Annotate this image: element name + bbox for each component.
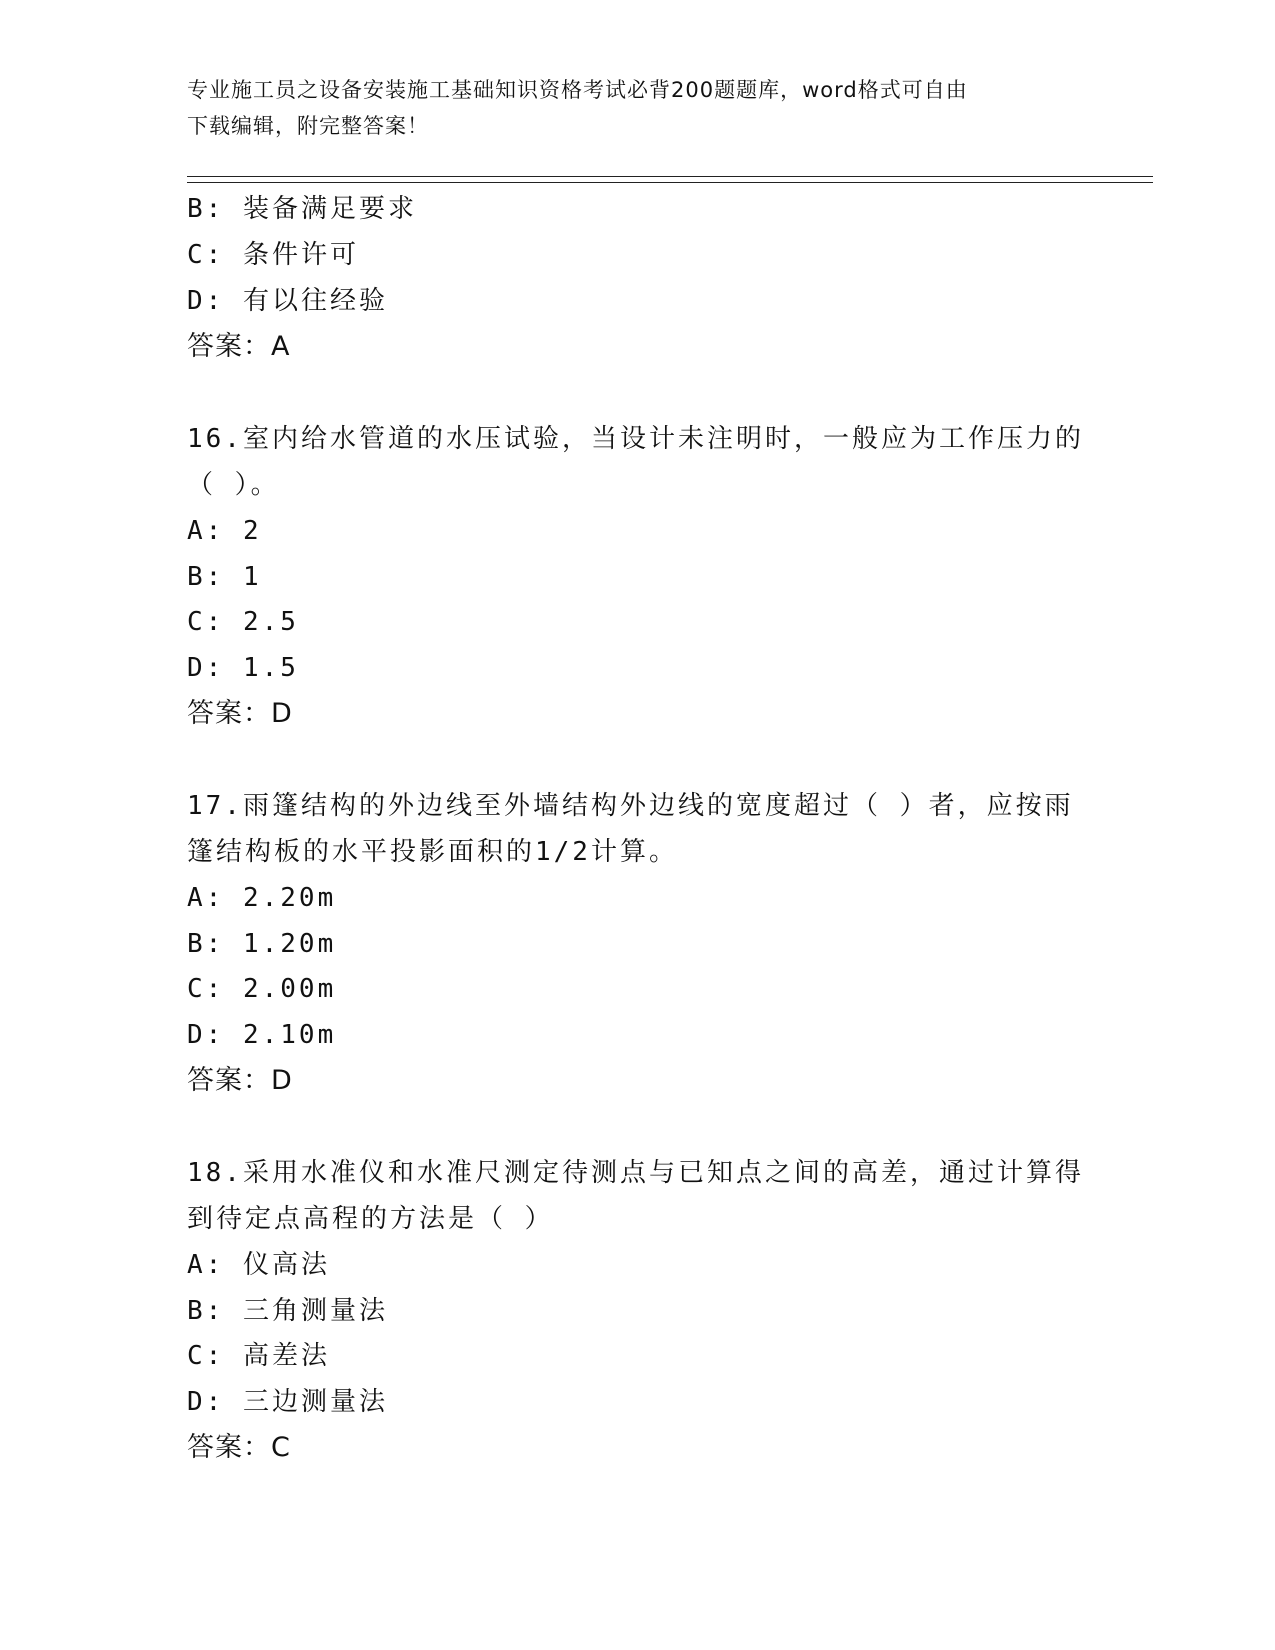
q17-option-a: A: 2.20m bbox=[187, 883, 337, 913]
q18-text-line-2: 到待定点高程的方法是（ ） bbox=[187, 1204, 554, 1234]
q16-option-c: C: 2.5 bbox=[187, 607, 299, 637]
q18-option-a: A: 仪高法 bbox=[187, 1250, 330, 1280]
q16-option-d: D: 1.5 bbox=[187, 653, 299, 683]
q16-option-b: B: 1 bbox=[187, 562, 262, 592]
document-header bbox=[187, 72, 1067, 144]
q16-option-a: A: 2 bbox=[187, 516, 262, 546]
q18-option-b: B: 三角测量法 bbox=[187, 1296, 388, 1326]
q17-text-line-1: 17.雨篷结构的外边线至外墙结构外边线的宽度超过（ ）者，应按雨 bbox=[187, 791, 1074, 821]
header-rule-top bbox=[187, 176, 1153, 177]
prev-option-c: C: 条件许可 bbox=[187, 240, 359, 270]
q18-option-c: C: 高差法 bbox=[187, 1341, 330, 1371]
header-line-1: 专业施工员之设备安装施工基础知识资格考试必背200题题库，word格式可自由 bbox=[187, 78, 968, 102]
q17-option-d: D: 2.10m bbox=[187, 1020, 337, 1050]
q18-answer: 答案：C bbox=[187, 1432, 291, 1463]
prev-answer: 答案：A bbox=[187, 331, 291, 362]
prev-option-d: D: 有以往经验 bbox=[187, 286, 388, 316]
q18-option-d: D: 三边测量法 bbox=[187, 1387, 388, 1417]
q16-answer: 答案：D bbox=[187, 698, 293, 729]
q17-option-b: B: 1.20m bbox=[187, 929, 337, 959]
prev-option-b: B: 装备满足要求 bbox=[187, 194, 417, 224]
q17-text-line-2: 篷结构板的水平投影面积的1/2计算。 bbox=[187, 837, 678, 867]
q17-answer: 答案：D bbox=[187, 1065, 293, 1096]
header-rule-bottom bbox=[187, 182, 1153, 183]
q17-option-c: C: 2.00m bbox=[187, 974, 337, 1004]
header-line-2: 下载编辑，附完整答案！ bbox=[187, 114, 429, 138]
q18-text-line-1: 18.采用水准仪和水准尺测定待测点与已知点之间的高差，通过计算得 bbox=[187, 1158, 1084, 1188]
q16-text-line-2: （ ）。 bbox=[187, 470, 280, 500]
q16-text-line-1: 16.室内给水管道的水压试验，当设计未注明时，一般应为工作压力的 bbox=[187, 424, 1084, 454]
